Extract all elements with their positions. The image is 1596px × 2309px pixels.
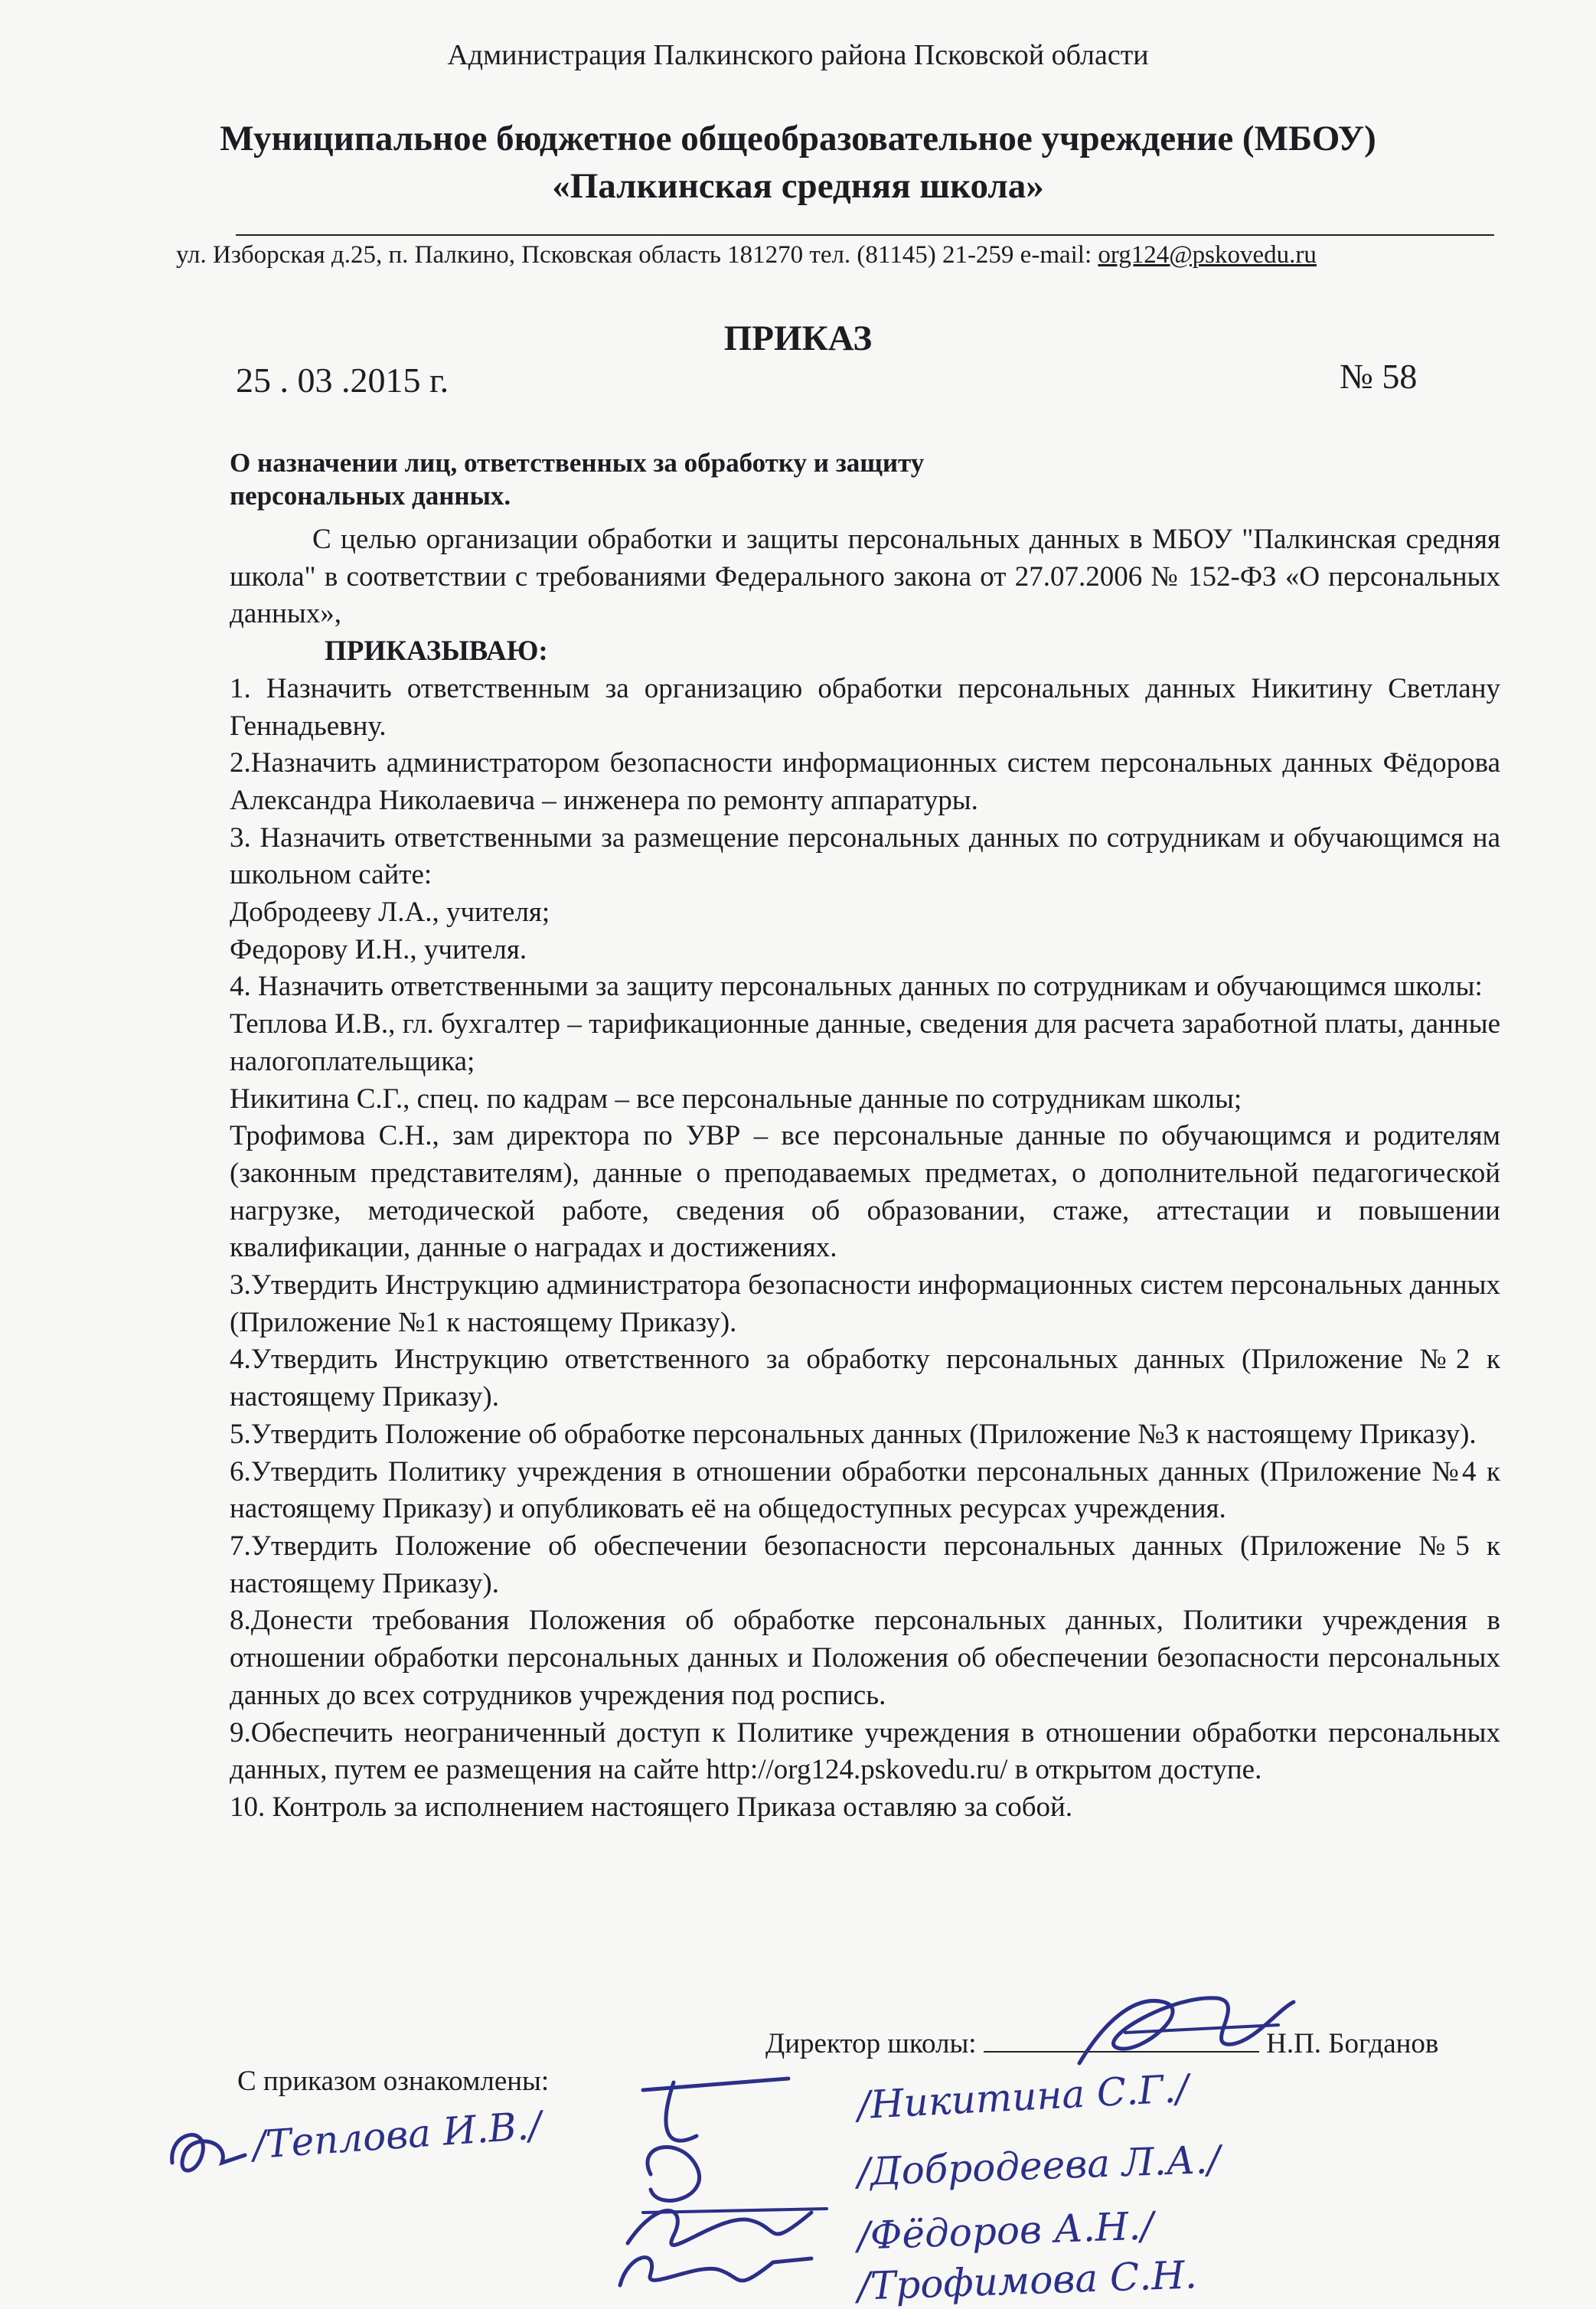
order-item: 6.Утвердить Политику учреждения в отношении обработки персональных данных (Приложение №4 к настоящему Приказу) и опубликовать её на общедоступных ресурсах учреждения. — [230, 1455, 1500, 1525]
administration-header: Администрация Палкинского района Псковской области — [447, 39, 1149, 71]
order-item: 4. Назначить ответственными за защиту персональных данных по сотрудникам и обучающимся школы: — [230, 971, 1483, 1003]
order-item: 1. Назначить ответственным за организацию обработки персональных данных Никитину Светлану Геннадьевну. — [230, 672, 1500, 742]
school-address — [176, 241, 1431, 269]
signature-teplova — [161, 2109, 260, 2193]
director-signature — [1049, 1979, 1301, 2079]
order-item: 10. Контроль за исполнением настоящего Приказа оставляю за собой. — [230, 1791, 1073, 1823]
subject-line2: персональных данных. — [230, 481, 511, 511]
order-item: 3. Назначить ответственными за размещение персональных данных по сотрудникам и обучающимся на школьном сайте: — [230, 821, 1500, 891]
director-name: Н.П. Богданов — [1266, 2028, 1439, 2059]
school-name-line1: Муниципальное бюджетное общеобразовательное учреждение (МБОУ) — [220, 119, 1376, 158]
order-item: Трофимова С.Н., зам директора по УВР – все персональные данные по обучающимся и родителям (законным представителям), данные о преподаваемых предметах, о дополнительной педагогической нагрузке, методической работе, сведения об образовании, стаже, аттестации и повышении квалификации, данные о наградах и достижениях. — [230, 1120, 1500, 1264]
preamble: С целью организации обработки и защиты персональных данных в МБОУ "Палкинская средняя школа" в соответствии с требованиями Федерального закона от 27.07.2006 № 152-ФЗ «О персональных данных», — [230, 524, 1500, 630]
order-word: ПРИКАЗЫВАЮ: — [325, 635, 548, 668]
subject-line1: О назначении лиц, ответственных за обработку и защиту — [230, 448, 925, 478]
order-item: Добродееву Л.А., учителя; — [230, 896, 550, 929]
order-item: 2.Назначить администратором безопасности информационных систем персональных данных Фёдорова Александра Николаевича – инженера по ремонту аппаратуры. — [230, 747, 1500, 816]
handwritten-dobrodeeva: /Добродеева Л.А./ — [857, 2137, 1221, 2195]
acknowledged-label: С приказом ознакомлены: — [237, 2066, 550, 2097]
handwritten-fedorov: /Фёдоров А.Н./ — [857, 2203, 1154, 2258]
signature-trofimova — [605, 2239, 827, 2297]
order-number: № 58 — [1340, 357, 1418, 396]
header-divider — [236, 234, 1494, 236]
order-subject — [230, 446, 924, 512]
school-name — [0, 115, 1596, 210]
order-item: 5.Утвердить Положение об обработке персональных данных (Приложение №3 к настоящему Приказу). — [230, 1418, 1477, 1450]
order-item: 7.Утвердить Положение об обеспечении безопасности персональных данных (Приложение №5 к настоящему Приказу). — [230, 1530, 1500, 1599]
order-item: Федорову И.Н., учителя. — [230, 933, 527, 965]
director-label: Директор школы: — [765, 2028, 977, 2059]
order-item: Теплова И.В., гл. бухгалтер – тарификационные данные, сведения для расчета заработной платы, данные налогоплательщика; — [230, 1008, 1500, 1077]
order-item: 9.Обеспечить неограниченный доступ к Политике учреждения в отношении обработки персональных данных, путем ее размещения на сайте http://org124.pskovedu.ru/ в открытом доступе. — [230, 1716, 1500, 1786]
address-text: ул. Изборская д.25, п. Палкино, Псковская область 181270 тел. (81145) 21-259 e-mail: — [176, 241, 1098, 269]
order-item: 3.Утвердить Инструкцию администратора безопасности информационных систем персональных данных (Приложение №1 к настоящему Приказу). — [230, 1269, 1500, 1338]
document-title: ПРИКАЗ — [723, 318, 873, 358]
handwritten-trofimova: /Трофимова С.Н. — [857, 2252, 1198, 2309]
handwritten-nikitina: /Никитина С.Г./ — [856, 2066, 1190, 2128]
school-name-line2: «Палкинская средняя школа» — [552, 166, 1044, 206]
email-link[interactable]: org124@pskovedu.ru — [1098, 241, 1317, 269]
order-item: Никитина С.Г., спец. по кадрам – все персональные данные по сотрудникам школы; — [230, 1083, 1242, 1115]
order-body — [230, 521, 1500, 1827]
order-date: 25 . 03 .2015 г. — [236, 361, 449, 400]
handwritten-teplova: /Теплова И.В./ — [251, 2102, 543, 2168]
order-item: 8.Донести требования Положения об обработке персональных данных, Политики учреждения в отношении обработки персональных данных и Положения об обеспечении безопасности персональных данных до всех сотрудников учреждения под роспись. — [230, 1605, 1500, 1711]
order-item: 4.Утвердить Инструкцию ответственного за обработку персональных данных (Приложение №2 к настоящему Приказу). — [230, 1344, 1500, 1413]
